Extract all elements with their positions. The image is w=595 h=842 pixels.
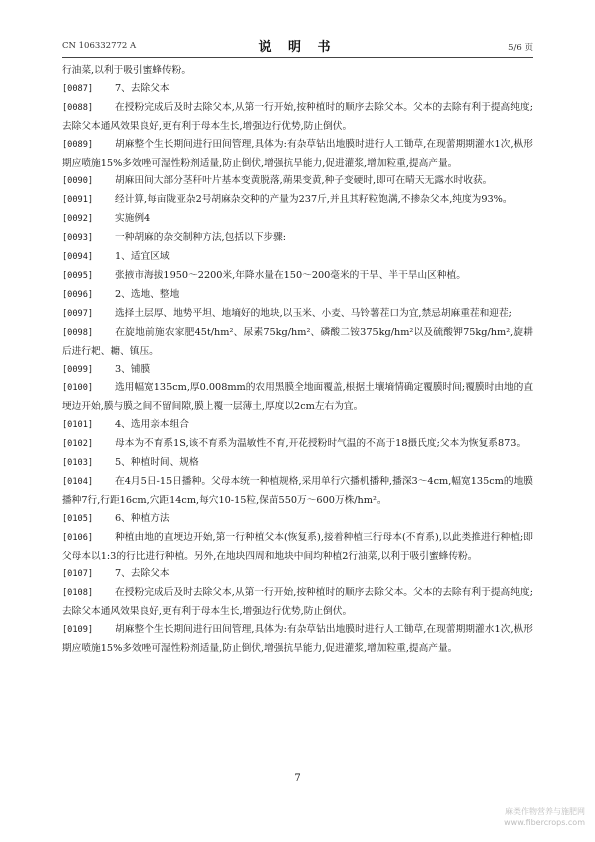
paragraph-number: [0109] — [62, 625, 94, 636]
paragraph-number: [0087] — [62, 83, 94, 94]
paragraph-number: [0105] — [62, 513, 94, 524]
paragraph — [62, 621, 533, 658]
paragraph — [62, 584, 533, 621]
paragraph-number: [0104] — [62, 476, 94, 487]
paragraph — [62, 136, 533, 173]
paragraph-text: 在旋地前施农家肥45t/hm²、尿素75kg/hm²、磷酸二铵375kg/hm²以及硫酸钾75kg/hm²,旋耕后进行耙、耱、镇压。 — [62, 326, 533, 357]
paragraph — [62, 324, 533, 361]
paragraph-text: 实施例4 — [115, 213, 151, 225]
paragraph-number: [0090] — [62, 176, 94, 187]
paragraph-text: 种植由地的直埂边开始,第一行种植父本(恢复系),接着种植三行母本(不育系),以此类推进行种植;即父母本以1:3的行比进行种植。另外,在地块四周和地块中间均种植2行油菜,以利于吸引蜜蜂传粉。 — [62, 531, 533, 562]
paragraph-number: [0088] — [62, 102, 94, 113]
paragraph — [62, 210, 533, 229]
paragraph-number: [0096] — [62, 289, 94, 300]
paragraph — [62, 416, 533, 435]
paragraph-text: 胡麻整个生长期间进行田间管理,具体为:有杂草钻出地膜时进行人工锄草,在现蕾期期灌水1次,枞形期应喷施15%多效唑可湿性粉剂适量,防止倒伏,增强抗旱能力,促进灌浆,增加粒重,提高产量。 — [62, 138, 533, 169]
paragraph-text: 4、选用亲本组合 — [115, 419, 189, 431]
paragraph-text: 经计算,每亩陇亚杂2号胡麻杂交种的产量为237斤,并且其籽粒饱满,不掺杂父本,纯度为93%。 — [115, 194, 513, 206]
paragraph — [62, 80, 533, 99]
page-header — [62, 36, 533, 54]
paragraph-number: [0093] — [62, 233, 94, 244]
paragraph — [62, 454, 533, 473]
watermark-line1: 麻类作物营养与施肥网 — [505, 807, 585, 816]
paragraph-number: [0100] — [62, 383, 94, 394]
paragraph — [62, 191, 533, 210]
paragraph-number: [0092] — [62, 214, 94, 225]
page-number: 7 — [294, 773, 301, 784]
paragraph-text: 胡麻整个生长期间进行田间管理,具体为:有杂草钻出地膜时进行人工锄草,在现蕾期期灌水1次,枞形期应喷施15%多效唑可湿性粉剂适量,防止倒伏,增强抗旱能力,促进灌浆,增加粒重,提高产量。 — [62, 624, 533, 655]
paragraph-number: [0098] — [62, 327, 94, 338]
paragraph-number: [0094] — [62, 252, 94, 263]
paragraph-text: 在授粉完成后及时去除父本,从第一行开始,按种植时的顺序去除父本。父本的去除有利于提高纯度;去除父本通风效果良好,更有利于母本生长,增强边行优势,防止倒伏。 — [62, 587, 533, 618]
paragraph-number: [0097] — [62, 308, 94, 319]
paragraph-text: 一种胡麻的杂交制种方法,包括以下步骤: — [115, 232, 287, 244]
paragraph-number: [0108] — [62, 588, 94, 599]
paragraph — [62, 529, 533, 566]
paragraph-number: [0099] — [62, 364, 94, 375]
paragraph-text: 行油菜,以利于吸引蜜蜂传粉。 — [62, 65, 192, 76]
paragraph — [62, 473, 533, 510]
paragraph — [62, 267, 533, 286]
page-of-indicator: 5/6 页 — [508, 43, 533, 53]
paragraph — [62, 229, 533, 248]
paragraph-number: [0103] — [62, 458, 94, 469]
paragraph-number: [0106] — [62, 532, 94, 543]
paragraph — [62, 286, 533, 305]
document-body — [62, 62, 533, 658]
watermark — [504, 806, 585, 828]
paragraph — [62, 379, 533, 416]
document-title: 说 明 书 — [258, 40, 337, 55]
paragraph — [62, 62, 533, 80]
paragraph-number: [0089] — [62, 139, 94, 150]
paragraph-text: 5、种植时间、规格 — [115, 457, 199, 469]
paragraph-number: [0101] — [62, 420, 94, 431]
paragraph-text: 张掖市海拔1950～2200米,年降水量在150～200毫米的干旱、半干旱山区种植。 — [115, 269, 466, 281]
paragraph-text: 在授粉完成后及时去除父本,从第一行开始,按种植时的顺序去除父本。父本的去除有利于提高纯度;去除父本通风效果良好,更有利于母本生长,增强边行优势,防止倒伏。 — [62, 101, 533, 132]
paragraph-text: 7、去除父本 — [115, 82, 170, 94]
paragraph-text: 7、去除父本 — [115, 568, 170, 580]
paragraph-text: 母本为不育系1S,该不育系为温敏性不育,开花授粉时气温的不高于18摄氏度;父本为恢复系873。 — [115, 438, 527, 450]
paragraph-text: 选择土层厚、地势平坦、地墒好的地块,以玉米、小麦、马铃薯茬口为宜,禁忌胡麻重茬和迎茬; — [115, 307, 512, 319]
paragraph-text: 胡麻田间大部分茎秆叶片基本变黄脱落,蒴果变黄,种子变硬时,即可在晴天无露水时收获。 — [115, 175, 493, 187]
paragraph — [62, 361, 533, 380]
header-rule — [62, 57, 533, 58]
paragraph-text: 在4月5日-15日播种。父母本统一种植规格,采用单行穴播机播种,播深3～4cm,幅宽135cm的地膜播种7行,行距16cm,穴距14cm,每穴10-15粒,保苗550万～600万株/hm²。 — [62, 475, 533, 506]
watermark-line2: www.fibercrops.com — [504, 818, 585, 827]
paragraph — [62, 435, 533, 454]
paragraph-number: [0091] — [62, 195, 94, 206]
paragraph-text: 6、种植方法 — [115, 512, 170, 524]
paragraph — [62, 248, 533, 267]
paragraph — [62, 510, 533, 529]
paragraph-text: 选用幅宽135cm,厚0.008mm的农用黑膜全地面覆盖,根据土壤墒情确定覆膜时间;覆膜时由地的直埂边开始,膜与膜之间不留间隙,膜上覆一层薄土,厚度以2cm左右为宜。 — [62, 382, 534, 413]
paragraph — [62, 305, 533, 324]
paragraph — [62, 172, 533, 191]
paragraph — [62, 99, 533, 136]
paragraph-number: [0102] — [62, 439, 94, 450]
publication-number: CN 106332772 A — [62, 41, 137, 51]
paragraph-number: [0095] — [62, 270, 94, 281]
paragraph-text: 2、选地、整地 — [115, 288, 180, 300]
paragraph-text: 3、铺膜 — [115, 363, 151, 375]
paragraph — [62, 565, 533, 584]
paragraph-text: 1、适宜区域 — [115, 251, 170, 263]
paragraph-number: [0107] — [62, 569, 94, 580]
